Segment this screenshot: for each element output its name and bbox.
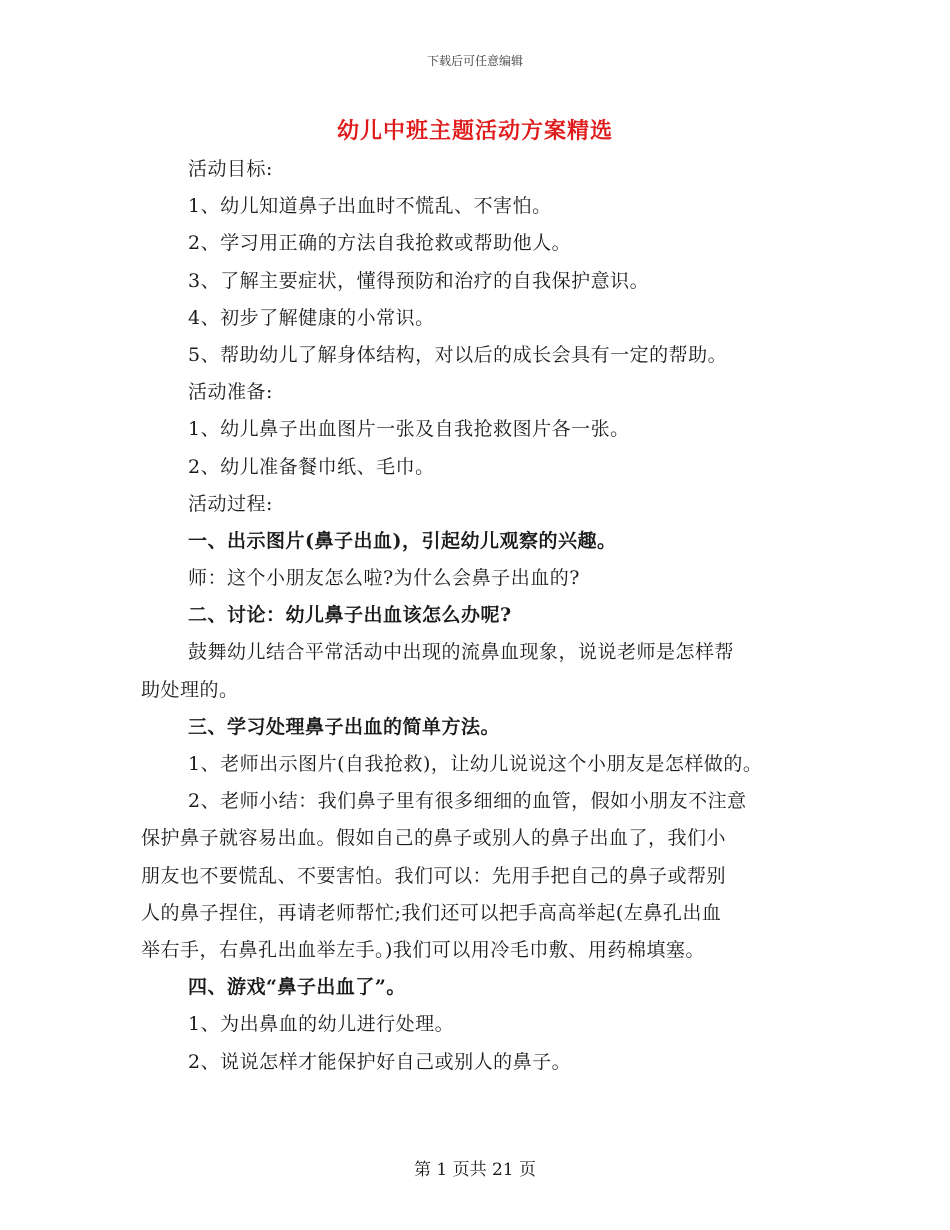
paragraph-line: 保护鼻子就容易出血。假如自己的鼻子或别人的鼻子出血了，我们小 — [141, 827, 727, 850]
paragraph-line: 师：这个小朋友怎么啦?为什么会鼻子出血的? — [188, 567, 580, 590]
document-title: 幼儿中班主题活动方案精选 — [336, 118, 613, 144]
paragraph-line: 助处理的。 — [141, 678, 239, 701]
paragraph-line: 鼓舞幼儿结合平常活动中出现的流鼻血现象，说说老师是怎样帮 — [188, 641, 735, 664]
goal-item-2: 2、学习用正确的方法自我抢救或帮助他人。 — [188, 232, 572, 255]
document-body — [141, 151, 831, 1081]
paragraph-line: 2、说说怎样才能保护好自己或别人的鼻子。 — [188, 1050, 572, 1073]
section-heading-preparation: 活动准备: — [188, 381, 273, 404]
process-step-1-heading: 一、出示图片(鼻子出血)，引起幼儿观察的兴趣。 — [188, 529, 617, 552]
section-heading-process: 活动过程: — [188, 492, 273, 515]
goal-item-1: 1、幼儿知道鼻子出血时不慌乱、不害怕。 — [188, 195, 552, 218]
header-note: 下载后可任意编辑 — [426, 54, 523, 68]
preparation-item-1: 1、幼儿鼻子出血图片一张及自我抢救图片各一张。 — [188, 418, 630, 441]
paragraph-line: 人的鼻子捏住，再请老师帮忙;我们还可以把手高高举起(左鼻孔出血 — [141, 901, 722, 924]
paragraph-line: 1、老师出示图片(自我抢救)，让幼儿说说这个小朋友是怎样做的。 — [188, 753, 763, 775]
preparation-item-2: 2、幼儿准备餐巾纸、毛巾。 — [188, 455, 435, 478]
paragraph-line: 朋友也不要慌乱、不要害怕。我们可以：先用手把自己的鼻子或帮别 — [141, 864, 727, 887]
goal-item-4: 4、初步了解健康的小常识。 — [188, 306, 435, 329]
section-heading-goals: 活动目标: — [188, 158, 273, 180]
page-number-footer: 第 1 页共 21 页 — [413, 1160, 537, 1180]
goal-item-3: 3、了解主要症状，懂得预防和治疗的自我保护意识。 — [188, 269, 650, 292]
paragraph-line: 举右手，右鼻孔出血举左手。)我们可以用冷毛巾敷、用药棉填塞。 — [141, 938, 705, 961]
process-step-4-heading: 四、游戏“鼻子出血了”。 — [188, 976, 406, 999]
goal-item-5: 5、帮助幼儿了解身体结构，对以后的成长会具有一定的帮助。 — [188, 343, 728, 366]
paragraph-line: 2、老师小结：我们鼻子里有很多细细的血管，假如小朋友不注意 — [188, 790, 747, 813]
paragraph-line: 1、为出鼻血的幼儿进行处理。 — [188, 1013, 455, 1036]
process-step-3-heading: 三、学习处理鼻子出血的简单方法。 — [188, 715, 501, 738]
process-step-2-heading: 二、讨论：幼儿鼻子出血该怎么办呢? — [188, 604, 512, 627]
